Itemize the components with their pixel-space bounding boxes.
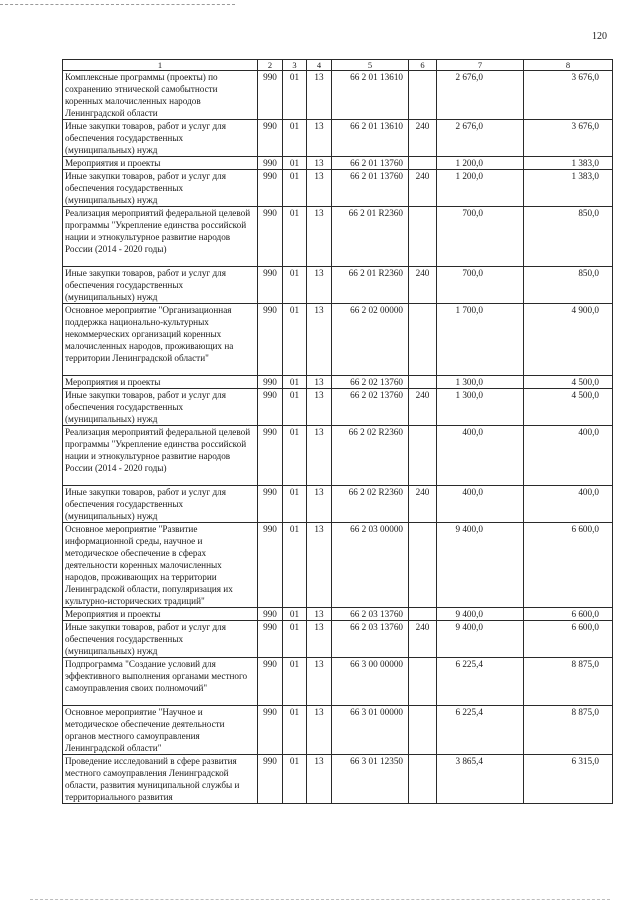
page-number: 120 — [592, 31, 607, 42]
row-col-2: 990 — [258, 170, 283, 207]
row-amount-col-8: 6 315,0 — [524, 755, 613, 804]
row-amount-col-8: 6 600,0 — [524, 608, 613, 621]
row-amount-col-8: 4 500,0 — [524, 376, 613, 389]
row-amount-col-7: 1 200,0 — [437, 170, 524, 207]
row-col-2: 990 — [258, 523, 283, 608]
row-col-3: 01 — [283, 426, 307, 486]
table-row — [63, 170, 613, 207]
row-col-2: 990 — [258, 706, 283, 755]
row-col-2: 990 — [258, 157, 283, 170]
row-col-3: 01 — [283, 755, 307, 804]
row-col-6 — [409, 157, 437, 170]
header-col-3: 3 — [283, 60, 307, 71]
row-col-6 — [409, 608, 437, 621]
row-amount-col-8: 6 600,0 — [524, 621, 613, 658]
row-amount-col-7: 700,0 — [437, 207, 524, 267]
row-col-4: 13 — [307, 658, 332, 706]
table-row — [63, 621, 613, 658]
row-kbk-code: 66 2 02 R2360 — [332, 486, 409, 523]
table-row — [63, 486, 613, 523]
row-col-3: 01 — [283, 376, 307, 389]
row-col-6: 240 — [409, 267, 437, 304]
row-amount-col-8: 1 383,0 — [524, 170, 613, 207]
row-col-4: 13 — [307, 755, 332, 804]
row-amount-col-8: 3 676,0 — [524, 120, 613, 157]
header-col-8: 8 — [524, 60, 613, 71]
row-col-3: 01 — [283, 523, 307, 608]
row-amount-col-7: 400,0 — [437, 426, 524, 486]
row-kbk-code: 66 2 03 13760 — [332, 621, 409, 658]
row-col-6 — [409, 658, 437, 706]
header-col-5: 5 — [332, 60, 409, 71]
row-amount-col-7: 6 225,4 — [437, 706, 524, 755]
row-col-3: 01 — [283, 207, 307, 267]
row-col-3: 01 — [283, 120, 307, 157]
row-col-2: 990 — [258, 267, 283, 304]
table-row — [63, 426, 613, 486]
row-col-2: 990 — [258, 658, 283, 706]
row-col-6: 240 — [409, 486, 437, 523]
row-amount-col-7: 9 400,0 — [437, 621, 524, 658]
table-row — [63, 658, 613, 706]
row-name: Комплексные программы (проекты) по сохранению этнической самобытности коренных малочисленных народов Ленинградской области — [63, 71, 258, 120]
row-col-4: 13 — [307, 157, 332, 170]
row-kbk-code: 66 2 01 13610 — [332, 120, 409, 157]
header-col-6: 6 — [409, 60, 437, 71]
header-row — [63, 60, 613, 71]
row-col-3: 01 — [283, 267, 307, 304]
row-amount-col-8: 6 600,0 — [524, 523, 613, 608]
row-col-3: 01 — [283, 706, 307, 755]
row-kbk-code: 66 2 02 13760 — [332, 389, 409, 426]
row-kbk-code: 66 2 01 R2360 — [332, 267, 409, 304]
row-col-3: 01 — [283, 71, 307, 120]
row-amount-col-8: 400,0 — [524, 426, 613, 486]
table-row — [63, 755, 613, 804]
table-row — [63, 376, 613, 389]
row-col-6: 240 — [409, 389, 437, 426]
row-col-6 — [409, 304, 437, 376]
row-name: Мероприятия и проекты — [63, 608, 258, 621]
row-col-3: 01 — [283, 304, 307, 376]
row-col-2: 990 — [258, 376, 283, 389]
row-amount-col-7: 9 400,0 — [437, 523, 524, 608]
row-name: Иные закупки товаров, работ и услуг для обеспечения государственных (муниципальных) нужд — [63, 120, 258, 157]
row-name: Мероприятия и проекты — [63, 376, 258, 389]
row-col-6 — [409, 706, 437, 755]
row-col-4: 13 — [307, 304, 332, 376]
table-row — [63, 389, 613, 426]
row-col-6 — [409, 426, 437, 486]
row-col-3: 01 — [283, 621, 307, 658]
row-col-6: 240 — [409, 170, 437, 207]
row-kbk-code: 66 2 02 13760 — [332, 376, 409, 389]
row-amount-col-8: 4 900,0 — [524, 304, 613, 376]
row-col-2: 990 — [258, 304, 283, 376]
table-row — [63, 706, 613, 755]
table-row — [63, 304, 613, 376]
row-col-3: 01 — [283, 486, 307, 523]
row-col-2: 990 — [258, 207, 283, 267]
row-amount-col-7: 6 225,4 — [437, 658, 524, 706]
row-col-2: 990 — [258, 608, 283, 621]
row-name: Реализация мероприятий федеральной целевой программы "Укрепление единства российской нации и этнокультурное развитие народов России (2014 - 2020 годы) — [63, 207, 258, 267]
row-amount-col-8: 400,0 — [524, 486, 613, 523]
row-col-3: 01 — [283, 170, 307, 207]
row-amount-col-8: 850,0 — [524, 207, 613, 267]
row-kbk-code: 66 2 02 R2360 — [332, 426, 409, 486]
row-amount-col-7: 3 865,4 — [437, 755, 524, 804]
table-row — [63, 267, 613, 304]
table-row — [63, 120, 613, 157]
row-col-4: 13 — [307, 523, 332, 608]
row-amount-col-7: 2 676,0 — [437, 71, 524, 120]
row-col-4: 13 — [307, 170, 332, 207]
row-col-3: 01 — [283, 608, 307, 621]
row-col-6 — [409, 755, 437, 804]
row-kbk-code: 66 3 01 00000 — [332, 706, 409, 755]
row-col-6 — [409, 207, 437, 267]
row-col-4: 13 — [307, 267, 332, 304]
row-col-6 — [409, 523, 437, 608]
row-kbk-code: 66 2 01 13760 — [332, 157, 409, 170]
row-col-3: 01 — [283, 389, 307, 426]
row-amount-col-7: 1 300,0 — [437, 389, 524, 426]
header-col-4: 4 — [307, 60, 332, 71]
row-amount-col-8: 850,0 — [524, 267, 613, 304]
row-amount-col-8: 1 383,0 — [524, 157, 613, 170]
row-col-3: 01 — [283, 157, 307, 170]
row-kbk-code: 66 2 01 13760 — [332, 170, 409, 207]
budget-table — [62, 59, 613, 804]
header-col-2: 2 — [258, 60, 283, 71]
row-col-4: 13 — [307, 207, 332, 267]
row-col-4: 13 — [307, 621, 332, 658]
row-kbk-code: 66 3 00 00000 — [332, 658, 409, 706]
row-kbk-code: 66 2 03 00000 — [332, 523, 409, 608]
row-col-6 — [409, 71, 437, 120]
row-col-2: 990 — [258, 755, 283, 804]
table-row — [63, 71, 613, 120]
row-amount-col-7: 400,0 — [437, 486, 524, 523]
row-col-4: 13 — [307, 486, 332, 523]
row-col-2: 990 — [258, 71, 283, 120]
row-col-4: 13 — [307, 608, 332, 621]
row-name: Реализация мероприятий федеральной целевой программы "Укрепление единства российской нации и этнокультурное развитие народов России (2014 - 2020 годы) — [63, 426, 258, 486]
row-col-2: 990 — [258, 426, 283, 486]
row-name: Основное мероприятие "Научное и методическое обеспечение деятельности органов местного самоуправления Ленинградской области" — [63, 706, 258, 755]
row-col-4: 13 — [307, 426, 332, 486]
scan-artifact-bottom — [30, 899, 610, 900]
row-amount-col-7: 1 700,0 — [437, 304, 524, 376]
table-body — [63, 71, 613, 804]
row-amount-col-7: 2 676,0 — [437, 120, 524, 157]
row-kbk-code: 66 2 02 00000 — [332, 304, 409, 376]
table-row — [63, 523, 613, 608]
row-col-4: 13 — [307, 71, 332, 120]
row-name: Иные закупки товаров, работ и услуг для обеспечения государственных (муниципальных) нужд — [63, 267, 258, 304]
row-col-2: 990 — [258, 621, 283, 658]
table-row — [63, 608, 613, 621]
row-name: Иные закупки товаров, работ и услуг для обеспечения государственных (муниципальных) нужд — [63, 621, 258, 658]
row-name: Мероприятия и проекты — [63, 157, 258, 170]
table-row — [63, 157, 613, 170]
row-col-6: 240 — [409, 621, 437, 658]
row-col-2: 990 — [258, 389, 283, 426]
row-amount-col-7: 700,0 — [437, 267, 524, 304]
row-amount-col-8: 8 875,0 — [524, 706, 613, 755]
row-amount-col-8: 3 676,0 — [524, 71, 613, 120]
row-kbk-code: 66 2 01 R2360 — [332, 207, 409, 267]
row-kbk-code: 66 2 03 13760 — [332, 608, 409, 621]
row-name: Иные закупки товаров, работ и услуг для обеспечения государственных (муниципальных) нужд — [63, 170, 258, 207]
row-name: Основное мероприятие "Организационная поддержка национально-культурных некоммерческих организаций коренных малочисленных народов, проживающих на территории Ленинградской области" — [63, 304, 258, 376]
row-col-4: 13 — [307, 389, 332, 426]
scan-artifact-top — [0, 4, 235, 5]
row-amount-col-8: 8 875,0 — [524, 658, 613, 706]
row-amount-col-7: 1 300,0 — [437, 376, 524, 389]
table-row — [63, 207, 613, 267]
row-name: Подпрограмма "Создание условий для эффективного выполнения органами местного самоуправления своих полномочий" — [63, 658, 258, 706]
header-col-7: 7 — [437, 60, 524, 71]
row-name: Основное мероприятие "Развитие информационной среды, научное и методическое обеспечение в сферах деятельности коренных малочисленных народов, проживающих на территории Ленинградской области, популяризация их культурно-исторических традиций" — [63, 523, 258, 608]
row-col-2: 990 — [258, 486, 283, 523]
row-col-6: 240 — [409, 120, 437, 157]
row-col-4: 13 — [307, 706, 332, 755]
row-col-6 — [409, 376, 437, 389]
row-col-3: 01 — [283, 658, 307, 706]
row-kbk-code: 66 2 01 13610 — [332, 71, 409, 120]
row-name: Проведение исследований в сфере развития местного самоуправления Ленинградской области, развития муниципальной службы и территориального развития — [63, 755, 258, 804]
row-col-2: 990 — [258, 120, 283, 157]
row-amount-col-7: 1 200,0 — [437, 157, 524, 170]
header-col-1: 1 — [63, 60, 258, 71]
row-name: Иные закупки товаров, работ и услуг для обеспечения государственных (муниципальных) нужд — [63, 389, 258, 426]
row-amount-col-8: 4 500,0 — [524, 389, 613, 426]
row-col-4: 13 — [307, 376, 332, 389]
row-kbk-code: 66 3 01 12350 — [332, 755, 409, 804]
row-name: Иные закупки товаров, работ и услуг для обеспечения государственных (муниципальных) нужд — [63, 486, 258, 523]
row-amount-col-7: 9 400,0 — [437, 608, 524, 621]
row-col-4: 13 — [307, 120, 332, 157]
